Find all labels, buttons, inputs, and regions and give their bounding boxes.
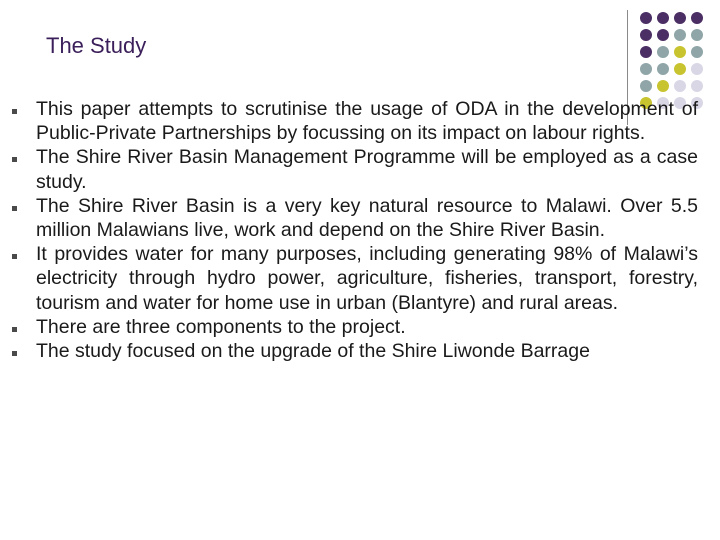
decorative-dot bbox=[691, 63, 703, 75]
decorative-dot bbox=[657, 80, 669, 92]
decorative-dot bbox=[691, 29, 703, 41]
square-bullet-icon bbox=[12, 315, 36, 332]
decorative-dot bbox=[674, 46, 686, 58]
bullet-text: The Shire River Basin Management Programme will be employed as a case study. bbox=[36, 146, 698, 193]
bullet-item bbox=[12, 97, 698, 145]
decorative-dot bbox=[657, 29, 669, 41]
bullet-item bbox=[12, 339, 698, 363]
bullet-text: There are three components to the project. bbox=[36, 315, 406, 338]
decorative-dot bbox=[674, 80, 686, 92]
square-bullet-icon bbox=[12, 97, 36, 114]
bullet-item bbox=[12, 194, 698, 242]
decorative-dot bbox=[640, 29, 652, 41]
decorative-dot bbox=[691, 46, 703, 58]
decorative-dot bbox=[657, 46, 669, 58]
decorative-dot bbox=[691, 80, 703, 92]
square-bullet-icon bbox=[12, 145, 36, 162]
bullet-text: The Shire River Basin is a very key natural resource to Malawi. Over 5.5 million Malawians live, work and depend on the Shire River Basin. bbox=[36, 194, 698, 242]
decorative-dot bbox=[674, 29, 686, 41]
decorative-dot bbox=[640, 12, 652, 24]
decorative-dot bbox=[674, 12, 686, 24]
bullet-text: The study focused on the upgrade of the Shire Liwonde Barrage bbox=[36, 340, 590, 363]
bullet-item bbox=[12, 242, 698, 315]
slide-title: The Study bbox=[46, 33, 147, 58]
decorative-dot bbox=[640, 46, 652, 58]
decorative-dot bbox=[674, 63, 686, 75]
square-bullet-icon bbox=[12, 339, 36, 356]
bullet-item bbox=[12, 315, 698, 339]
bullet-item bbox=[12, 145, 698, 193]
bullet-text: It provides water for many purposes, including generating 98% of Malawi’s electricity through hydro power, agriculture, fisheries, transport, forestry, tourism and water for home use in urban (Blantyre) and rural areas. bbox=[36, 243, 698, 314]
decorative-dot bbox=[640, 80, 652, 92]
square-bullet-icon bbox=[12, 194, 36, 211]
decorative-dot bbox=[657, 12, 669, 24]
decorative-dot bbox=[657, 63, 669, 75]
decorative-dot bbox=[691, 12, 703, 24]
decorative-dot bbox=[640, 63, 652, 75]
square-bullet-icon bbox=[12, 242, 36, 259]
bullet-text: This paper attempts to scrutinise the usage of ODA in the development of Public-Private Partnerships by focussing on its impact on labour rights. bbox=[36, 98, 698, 145]
bullet-list bbox=[12, 97, 698, 363]
